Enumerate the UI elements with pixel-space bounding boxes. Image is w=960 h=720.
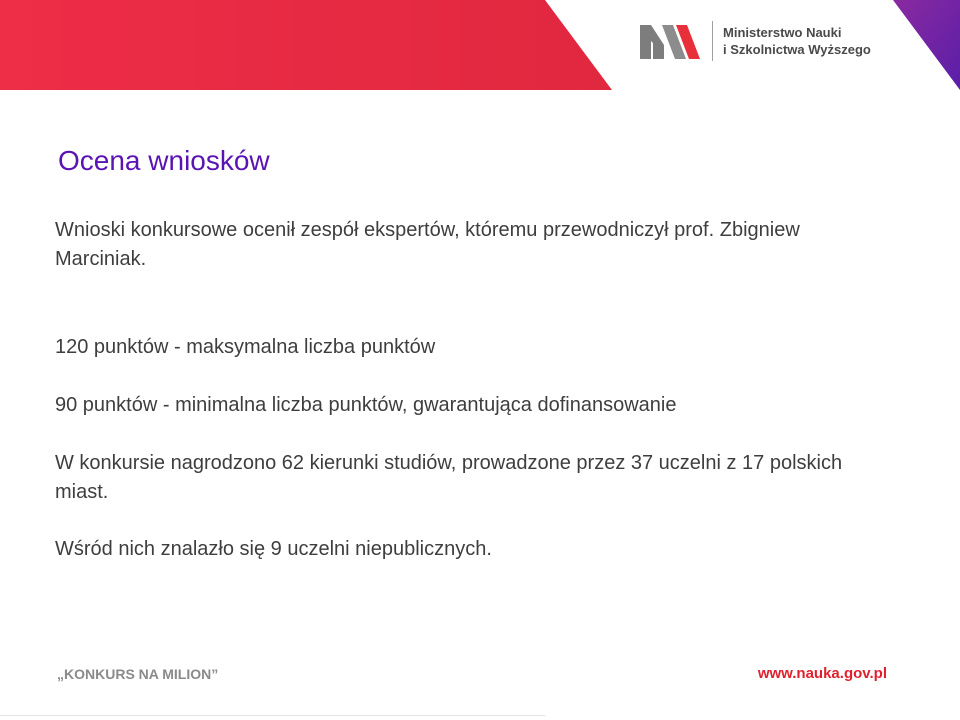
min-points-line: 90 punktów - minimalna liczba punktów, gwarantująca dofinansowanie: [55, 394, 677, 416]
ministry-name: [723, 24, 871, 58]
ministry-name-line1: Ministerstwo Nauki: [723, 25, 842, 40]
bottom-rule: [0, 715, 545, 716]
intro-paragraph: Wnioski konkursowe ocenił zespół ekspertów, któremu przewodniczył prof. Zbigniew Marciniak.: [55, 219, 800, 270]
ministry-name-line2: i Szkolnictwa Wyższego: [723, 42, 871, 57]
logo-divider: [712, 21, 713, 61]
slide-title: Ocena wniosków: [58, 145, 270, 176]
ministry-logo-mark-icon: [640, 21, 704, 61]
footer-website-link[interactable]: www.nauka.gov.pl: [757, 665, 887, 682]
max-points-line: 120 punktów - maksymalna liczba punktów: [55, 336, 436, 358]
purple-corner: [893, 0, 960, 90]
red-banner: [0, 0, 612, 90]
awards-paragraph: W konkursie nagrodzono 62 kierunki studiów, prowadzone przez 37 uczelni z 17 polskich miast.: [55, 452, 843, 503]
footer-program-name: „KONKURS NA MILION”: [57, 666, 219, 682]
ministry-logo: [640, 20, 871, 62]
private-universities-line: Wśród nich znalazło się 9 uczelni niepublicznych.: [55, 538, 492, 560]
